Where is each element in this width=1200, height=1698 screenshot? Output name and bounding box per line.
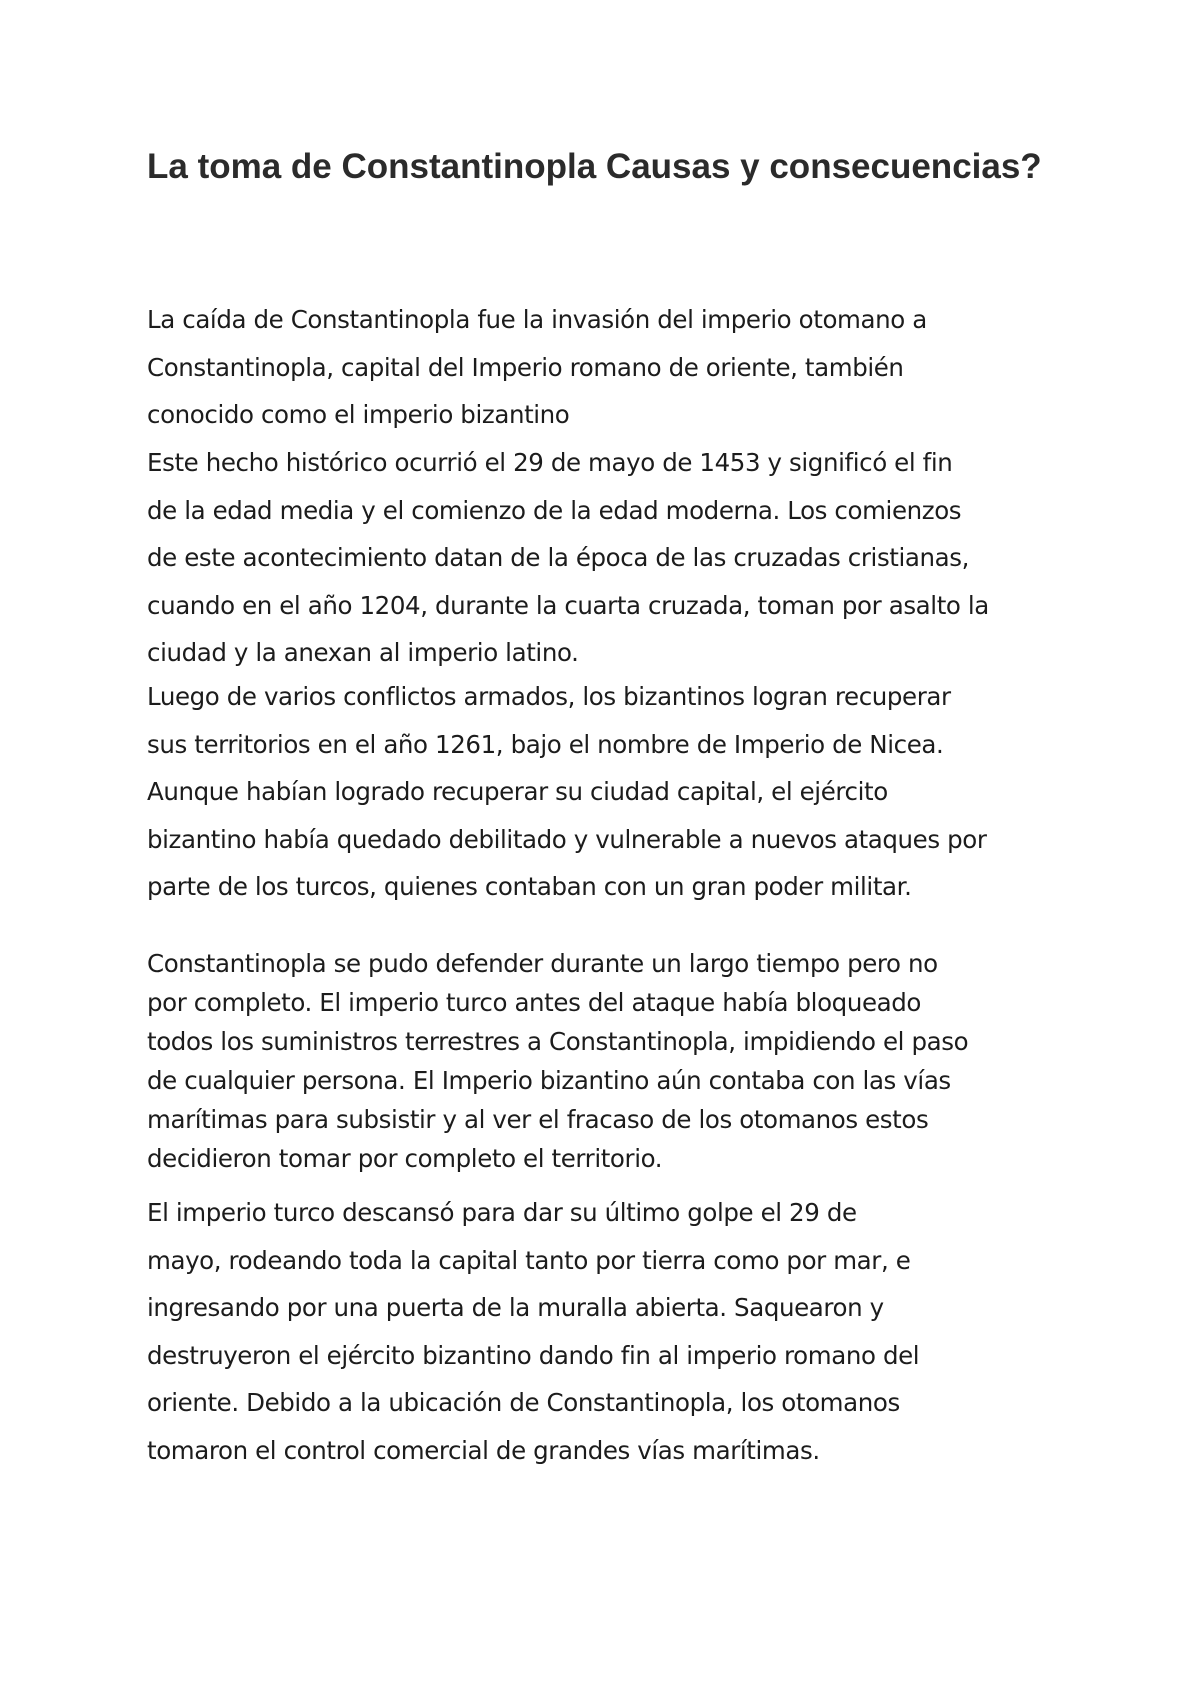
text-line: Aunque habían logrado recuperar su ciudad capital, el ejército — [147, 777, 888, 806]
text-line: Este hecho histórico ocurrió el 29 de mayo de 1453 y significó el fin — [147, 448, 953, 477]
text-line: ciudad y la anexan al imperio latino. — [147, 638, 579, 667]
text-line: El imperio turco descansó para dar su último golpe el 29 de — [147, 1198, 857, 1227]
text-line: Constantinopla se pudo defender durante un largo tiempo pero no — [147, 949, 938, 978]
text-line: todos los suministros terrestres a Constantinopla, impidiendo el paso — [147, 1027, 969, 1056]
text-line: cuando en el año 1204, durante la cuarta cruzada, toman por asalto la — [147, 590, 989, 620]
text-line: por completo. El imperio turco antes del ataque había bloqueado — [147, 988, 921, 1017]
paragraph-5 — [147, 1189, 1107, 1474]
text-line: Luego de varios conflictos armados, los bizantinos logran recuperar — [147, 682, 951, 711]
text-line: conocido como el imperio bizantino — [147, 400, 570, 429]
text-line: decidieron tomar por completo el territorio. — [147, 1144, 663, 1173]
paragraph-4 — [147, 944, 1107, 1178]
text-line: de la edad media y el comienzo de la edad moderna. Los comienzos — [147, 495, 962, 525]
text-line: bizantino había quedado debilitado y vulnerable a nuevos ataques por — [147, 824, 987, 854]
text-line: oriente. Debido a la ubicación de Constantinopla, los otomanos — [147, 1388, 900, 1417]
text-line: destruyeron el ejército bizantino dando fin al imperio romano del — [147, 1340, 920, 1370]
text-line: parte de los turcos, quienes contaban con un gran poder militar. — [147, 872, 912, 901]
text-line: ingresando por una puerta de la muralla abierta. Saquearon y — [147, 1293, 884, 1322]
paragraph-1 — [147, 296, 1107, 439]
text-line: marítimas para subsistir y al ver el fracaso de los otomanos estos — [147, 1105, 929, 1134]
paragraph-3 — [147, 673, 1107, 911]
text-line: mayo, rodeando toda la capital tanto por tierra como por mar, e — [147, 1245, 911, 1275]
text-line: La caída de Constantinopla fue la invasión del imperio otomano a — [147, 305, 927, 334]
paragraph-2 — [147, 439, 1107, 677]
text-line: sus territorios en el año 1261, bajo el nombre de Imperio de Nicea. — [147, 729, 944, 759]
text-line: de este acontecimiento datan de la época de las cruzadas cristianas, — [147, 543, 970, 572]
document-title: La toma de Constantinopla Causas y consecuencias? — [147, 147, 1042, 186]
text-line: tomaron el control comercial de grandes vías marítimas. — [147, 1435, 820, 1465]
text-line: Constantinopla, capital del Imperio romano de oriente, también — [147, 352, 904, 382]
text-line: de cualquier persona. El Imperio bizantino aún contaba con las vías — [147, 1066, 951, 1095]
